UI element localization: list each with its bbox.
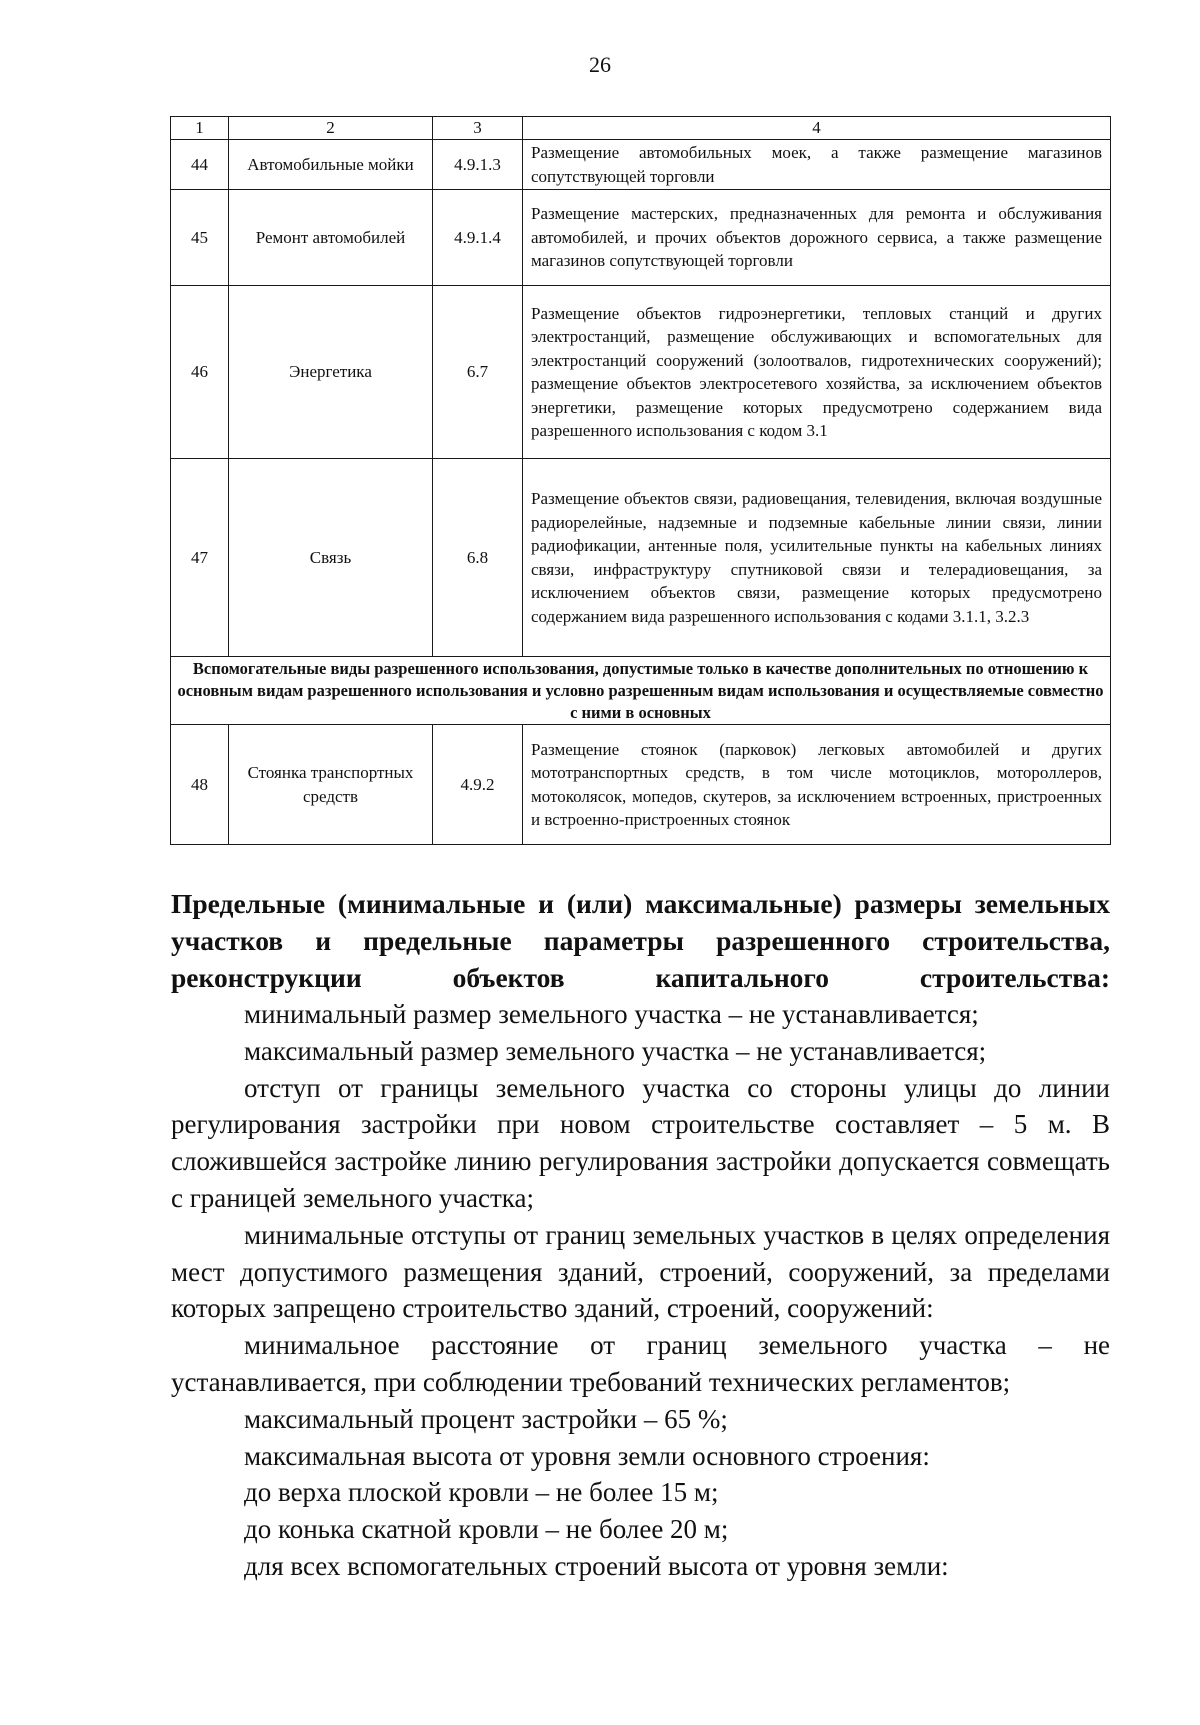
use-type-name: Энергетика bbox=[229, 286, 433, 459]
table-row bbox=[171, 190, 1111, 286]
use-type-description: Размещение стоянок (парковок) легковых автомобилей и других мототранспортных средств, в том числе мотоциклов, мотороллеров, мотоколясок, мопедов, скутеров, за исключением встроенных, пристроенных и встроенно-пристроенных стоянок bbox=[523, 725, 1111, 845]
use-type-description: Размещение автомобильных моек, а также размещение магазинов сопутствующей торговли bbox=[523, 140, 1111, 190]
paragraph: максимальный процент застройки – 65 %; bbox=[244, 1403, 728, 1434]
row-number: 47 bbox=[171, 459, 229, 657]
page-number: 26 bbox=[589, 52, 611, 77]
row-number: 45 bbox=[171, 190, 229, 286]
use-type-code: 4.9.1.4 bbox=[433, 190, 523, 286]
use-type-code: 6.7 bbox=[433, 286, 523, 459]
table-row bbox=[171, 459, 1111, 657]
row-number: 46 bbox=[171, 286, 229, 459]
use-type-name: Автомобильные мойки bbox=[229, 140, 433, 190]
column-header: 1 bbox=[171, 117, 229, 140]
permitted-use-table bbox=[170, 116, 1111, 845]
paragraph: до верха плоской кровли – не более 15 м; bbox=[244, 1477, 719, 1508]
auxiliary-heading: Вспомогательные виды разрешенного использования, допустимые только в качестве дополнительных по отношению к основным видам разрешенного использования и условно разрешенным видам использования и осуществляемые совместно с ними в основных bbox=[171, 657, 1111, 725]
use-type-description: Размещение объектов гидроэнергетики, тепловых станций и других электростанций, размещение обслуживающих и вспомогательных для электростанций сооружений (золоотвалов, гидротехнических сооружений); размещение объектов электросетевого хозяйства, за исключением объектов энергетики, размещение которых предусмотрено содержанием вида разрешенного использования с кодом 3.1 bbox=[523, 286, 1111, 459]
paragraph: максимальная высота от уровня земли основного строения: bbox=[244, 1440, 930, 1471]
row-number: 44 bbox=[171, 140, 229, 190]
paragraph: минимальное расстояние от границ земельного участка – не устанавливается, при соблюдении требований технических регламентов; bbox=[171, 1330, 1110, 1397]
column-header: 4 bbox=[523, 117, 1111, 140]
table-row bbox=[171, 286, 1111, 459]
use-type-description: Размещение мастерских, предназначенных для ремонта и обслуживания автомобилей, и прочих объектов дорожного сервиса, а также размещение магазинов сопутствующей торговли bbox=[523, 190, 1111, 286]
use-type-code: 4.9.2 bbox=[433, 725, 523, 845]
section-body bbox=[171, 885, 1110, 1585]
use-type-code: 4.9.1.3 bbox=[433, 140, 523, 190]
auxiliary-heading-row bbox=[171, 657, 1111, 725]
column-header: 2 bbox=[229, 117, 433, 140]
row-number: 48 bbox=[171, 725, 229, 845]
paragraph: максимальный размер земельного участка – не устанавливается; bbox=[244, 1035, 987, 1066]
use-type-description: Размещение объектов связи, радиовещания, телевидения, включая воздушные радиорелейные, надземные и подземные кабельные линии связи, линии радиофикации, антенные поля, усилительные пункты на кабельных линиях связи, инфраструктуру спутниковой связи и телерадиовещания, за исключением объектов связи, размещение которых предусмотрено содержанием вида разрешенного использования с кодами 3.1.1, 3.2.3 bbox=[523, 459, 1111, 657]
use-type-name: Ремонт автомобилей bbox=[229, 190, 433, 286]
paragraph: отступ от границы земельного участка со стороны улицы до линии регулирования застройки при новом строительстве составляет – 5 м. В сложившейся застройке линию регулирования застройки допускается совмещать с границей земельного участка; bbox=[171, 1072, 1110, 1213]
use-type-name: Стоянка транспортных средств bbox=[229, 725, 433, 845]
paragraph: минимальные отступы от границ земельных участков в целях определения мест допустимого размещения зданий, строений, сооружений, за пределами которых запрещено строительство зданий, строений, сооружений: bbox=[171, 1219, 1110, 1324]
table-header-row bbox=[171, 117, 1111, 140]
use-type-name: Связь bbox=[229, 459, 433, 657]
section-title: Предельные (минимальные и (или) максимальные) размеры земельных участков и предельные параметры разрешенного строительства, реконструкции объектов капитального строительства: bbox=[171, 888, 1110, 993]
use-type-code: 6.8 bbox=[433, 459, 523, 657]
paragraph: минимальный размер земельного участка – не устанавливается; bbox=[244, 999, 979, 1029]
table-row bbox=[171, 725, 1111, 845]
column-header: 3 bbox=[433, 117, 523, 140]
table-row bbox=[171, 140, 1111, 190]
paragraph: для всех вспомогательных строений высота от уровня земли: bbox=[244, 1550, 949, 1581]
paragraph: до конька скатной кровли – не более 20 м; bbox=[244, 1514, 729, 1545]
